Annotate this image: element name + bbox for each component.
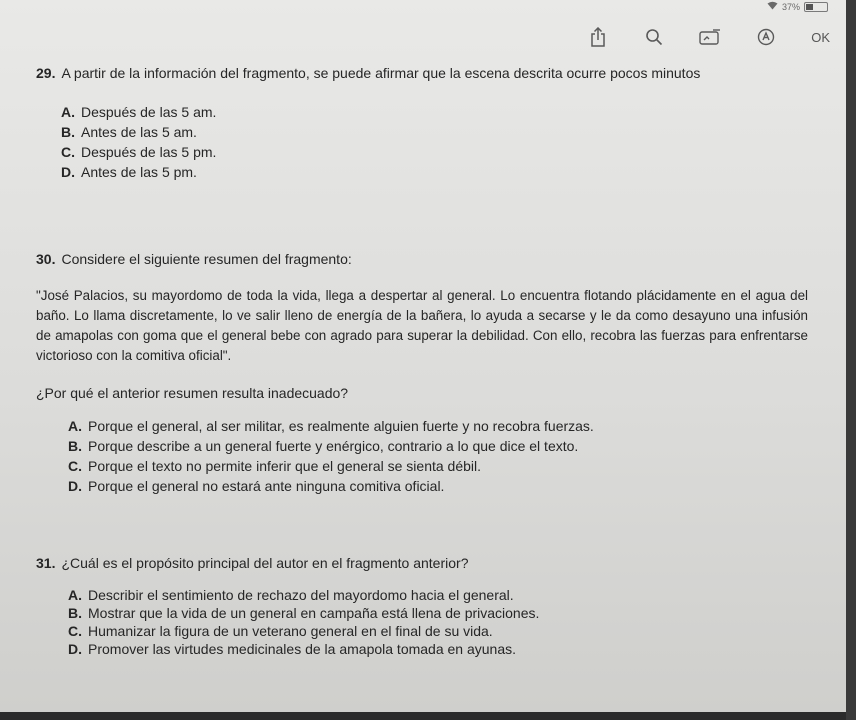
question-29-text: A partir de la información del fragmento, se puede afirmar que la escena descrita ocurre pocos minutos xyxy=(61,65,701,81)
markup-icon[interactable] xyxy=(699,26,721,48)
wifi-icon xyxy=(767,1,778,12)
option-29-d[interactable]: D. Antes de las 5 pm. xyxy=(61,164,197,180)
option-31-a[interactable]: A. Describir el sentimiento de rechazo del mayordomo hacia el general. xyxy=(68,587,514,603)
question-30-number: 30. xyxy=(36,251,56,267)
battery-icon xyxy=(804,2,828,12)
option-29-c[interactable]: C. Después de las 5 pm. xyxy=(61,144,217,160)
option-31-b[interactable]: B. Mostrar que la vida de un general en campaña está llena de privaciones. xyxy=(68,605,540,621)
search-icon[interactable] xyxy=(643,26,665,48)
battery-percent: 37% xyxy=(781,1,800,12)
question-31 xyxy=(36,554,808,658)
annotate-pen-icon[interactable] xyxy=(755,26,777,48)
question-31-number: 31. xyxy=(36,555,56,571)
question-29-prompt xyxy=(36,64,808,82)
question-31-text: ¿Cuál es el propósito principal del autor en el fragmento anterior? xyxy=(61,555,469,571)
summary-paragraph: "José Palacios, su mayordomo de toda la vida, llega a despertar al general. Lo encuentra flotando plácidamente en el agua del baño. Lo llama discretamente, lo ve salir lleno de energía de la bañera, lo ayuda a secarse y le da como desayuno una infusión de amapolas con goma que el general bebe con agrado para superar la debilidad. Con ello, recobra las fuerzas para enfrentarse victorioso con la comitiva oficial". xyxy=(36,288,808,363)
option-31-c[interactable]: C. Humanizar la figura de un veterano general en el final de su vida. xyxy=(68,623,493,639)
toolbar xyxy=(587,26,830,48)
question-31-prompt xyxy=(36,554,808,572)
question-31-options xyxy=(68,586,808,658)
question-30-prompt xyxy=(36,250,808,268)
status-bar xyxy=(767,1,828,12)
question-30-text: Considere el siguiente resumen del fragmento: xyxy=(61,251,352,267)
option-30-c[interactable]: C. Porque el texto no permite inferir que el general se sienta débil. xyxy=(68,458,482,474)
ok-button[interactable]: OK xyxy=(811,29,830,45)
option-30-b[interactable]: B. Porque describe a un general fuerte y enérgico, contrario a lo que dice el texto. xyxy=(68,438,579,454)
question-29-number: 29. xyxy=(36,65,56,81)
screen-edge xyxy=(846,0,856,720)
question-29 xyxy=(36,64,808,182)
question-30-options xyxy=(68,416,808,496)
question-30-subquestion: ¿Por qué el anterior resumen resulta inadecuado? xyxy=(36,385,349,401)
option-30-a[interactable]: A. Porque el general, al ser militar, es realmente alguien fuerte y no recobra fuerzas. xyxy=(68,418,594,434)
option-29-a[interactable]: A. Después de las 5 am. xyxy=(61,104,217,120)
question-29-options xyxy=(61,102,808,182)
option-31-d[interactable]: D. Promover las virtudes medicinales de la amapola tomada en ayunas. xyxy=(68,641,517,657)
option-29-b[interactable]: B. Antes de las 5 am. xyxy=(61,124,197,140)
question-30 xyxy=(36,250,808,496)
option-30-d[interactable]: D. Porque el general no estará ante ninguna comitiva oficial. xyxy=(68,478,445,494)
share-icon[interactable] xyxy=(587,26,609,48)
